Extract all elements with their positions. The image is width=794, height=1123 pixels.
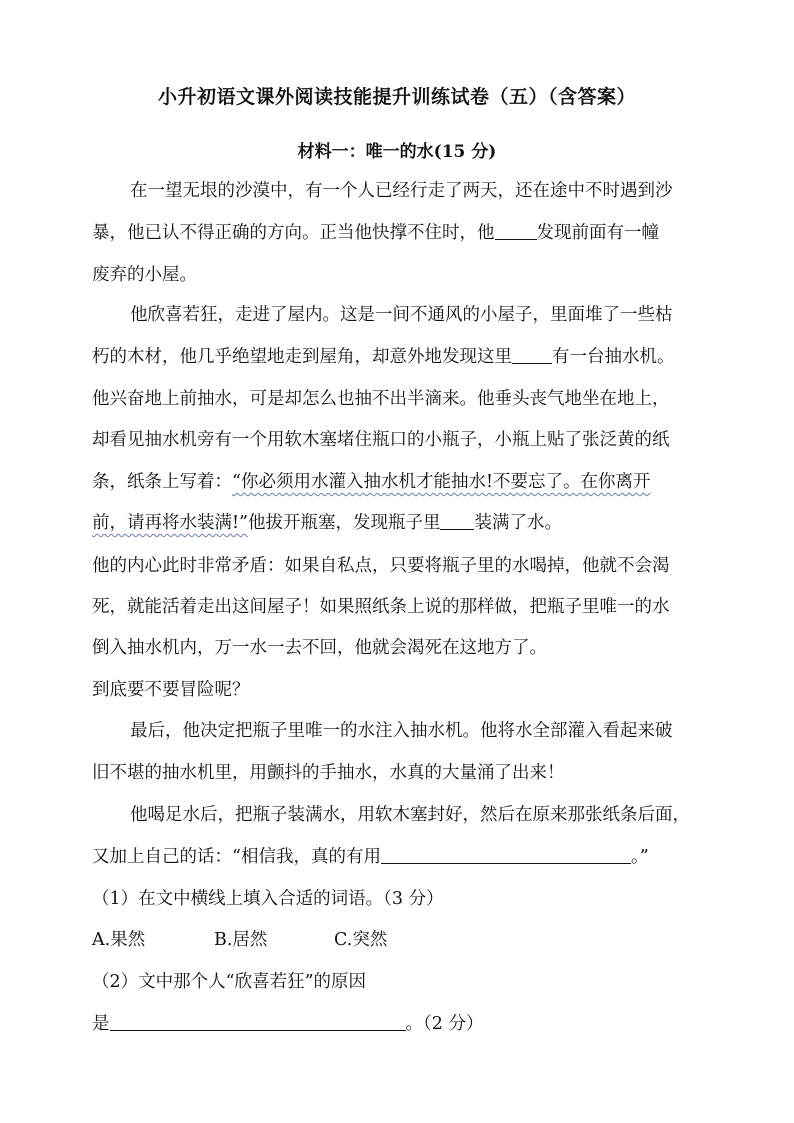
- p6-line-2: [92, 844, 722, 870]
- p3-line-3: 倒入抽水机内，万一水一去不回，他就会渴死在这地方了。: [92, 638, 547, 658]
- p5-line-1: 最后，他决定把瓶子里唯一的水注入抽水机。他将水全部灌入看起来破: [130, 721, 673, 741]
- p2-line-2-text-a: 朽的木材，他几乎绝望地走到屋角，却意外地发现这里: [92, 347, 512, 367]
- question-2-answer-prefix: 是: [92, 1014, 110, 1034]
- blank-1[interactable]: [495, 221, 537, 240]
- p3-line-1: 他的内心此时非常矛盾：如果自私点，只要将瓶子里的水喝掉，他就不会渴: [92, 556, 670, 576]
- p4-line: 到底要不要冒险呢？: [92, 680, 250, 700]
- question-1-options: [92, 927, 722, 953]
- p1-line-2-text-a: 暴，他已认不得正确的方向。正当他快撑不住时，他: [92, 223, 495, 243]
- p6-line-2-text-a: 又加上自己的话：“相信我，真的有用: [92, 847, 381, 867]
- p2-line-2-text-b: 有一台抽水机。: [552, 347, 675, 367]
- option-a[interactable]: A.果然: [92, 930, 146, 950]
- p2-line-5-text-a: 条，纸条上写着：: [92, 472, 232, 492]
- p2-line-6: [92, 510, 722, 536]
- blank-3[interactable]: [440, 511, 474, 530]
- p2-line-3: 他兴奋地上前抽水，可是却怎么也抽不出半滴来。他垂头丧气地坐在地上，: [92, 389, 670, 409]
- question-1-stem: （1）在文中横线上填入合适的词语。（3 分）: [92, 889, 444, 909]
- p2-line-2: [92, 344, 722, 370]
- p2-line-6-text-b: 他拔开瓶塞，发现瓶子里: [247, 513, 441, 533]
- p1-line-2-text-b: 发现前面有一幢: [536, 223, 659, 243]
- p2-line-4: 却看见抽水机旁有一个用软木塞堵住瓶口的小瓶子，小瓶上贴了张泛黄的纸: [92, 430, 670, 450]
- question-2-answer-suffix: 。（2 分）: [405, 1014, 484, 1034]
- material-title: 材料一：唯一的水(15 分): [297, 142, 497, 162]
- p2-line-1: 他欣喜若狂，走进了屋内。这是一间不通风的小屋子，里面堆了一些枯: [130, 305, 673, 325]
- question-2-answer-blank[interactable]: [110, 1012, 406, 1031]
- p1-line-2: [92, 220, 722, 246]
- p1-line-3: 废弃的小屋。: [92, 265, 197, 285]
- p5-line-2: 旧不堪的抽水机里，用颤抖的手抽水，水真的大量涌了出来！: [92, 763, 565, 783]
- p6-line-2-text-b: 。”: [630, 847, 649, 867]
- option-c[interactable]: C.突然: [334, 930, 388, 950]
- note-quote-part-2: 前，请再将水装满!”: [92, 513, 248, 533]
- p3-line-2: 死，就能活着走出这间屋子！如果照纸条上说的那样做，把瓶子里唯一的水: [92, 597, 670, 617]
- p2-line-6-text-c: 装满了水。: [474, 513, 562, 533]
- question-2-answer-line: [92, 1011, 722, 1037]
- p6-line-1: 他喝足水后，把瓶子装满水，用软木塞封好，然后在原来那张纸条后面，: [130, 805, 690, 825]
- question-2-stem: （2）文中那个人“欣喜若狂”的原因: [92, 972, 367, 992]
- p1-line-1: 在一望无垠的沙漠中，有一个人已经行走了两天，还在途中不时遇到沙: [130, 181, 673, 201]
- p2-line-5: [92, 469, 722, 495]
- blank-2[interactable]: [512, 345, 552, 364]
- page-title: 小升初语文课外阅读技能提升训练试卷（五）（含答案）: [157, 86, 636, 108]
- answer-blank-quote[interactable]: [381, 845, 631, 864]
- option-b[interactable]: B.居然: [214, 930, 268, 950]
- note-quote-part-1: “你必须用水灌入抽水机才能抽水!不要忘了。在你离开: [232, 472, 651, 492]
